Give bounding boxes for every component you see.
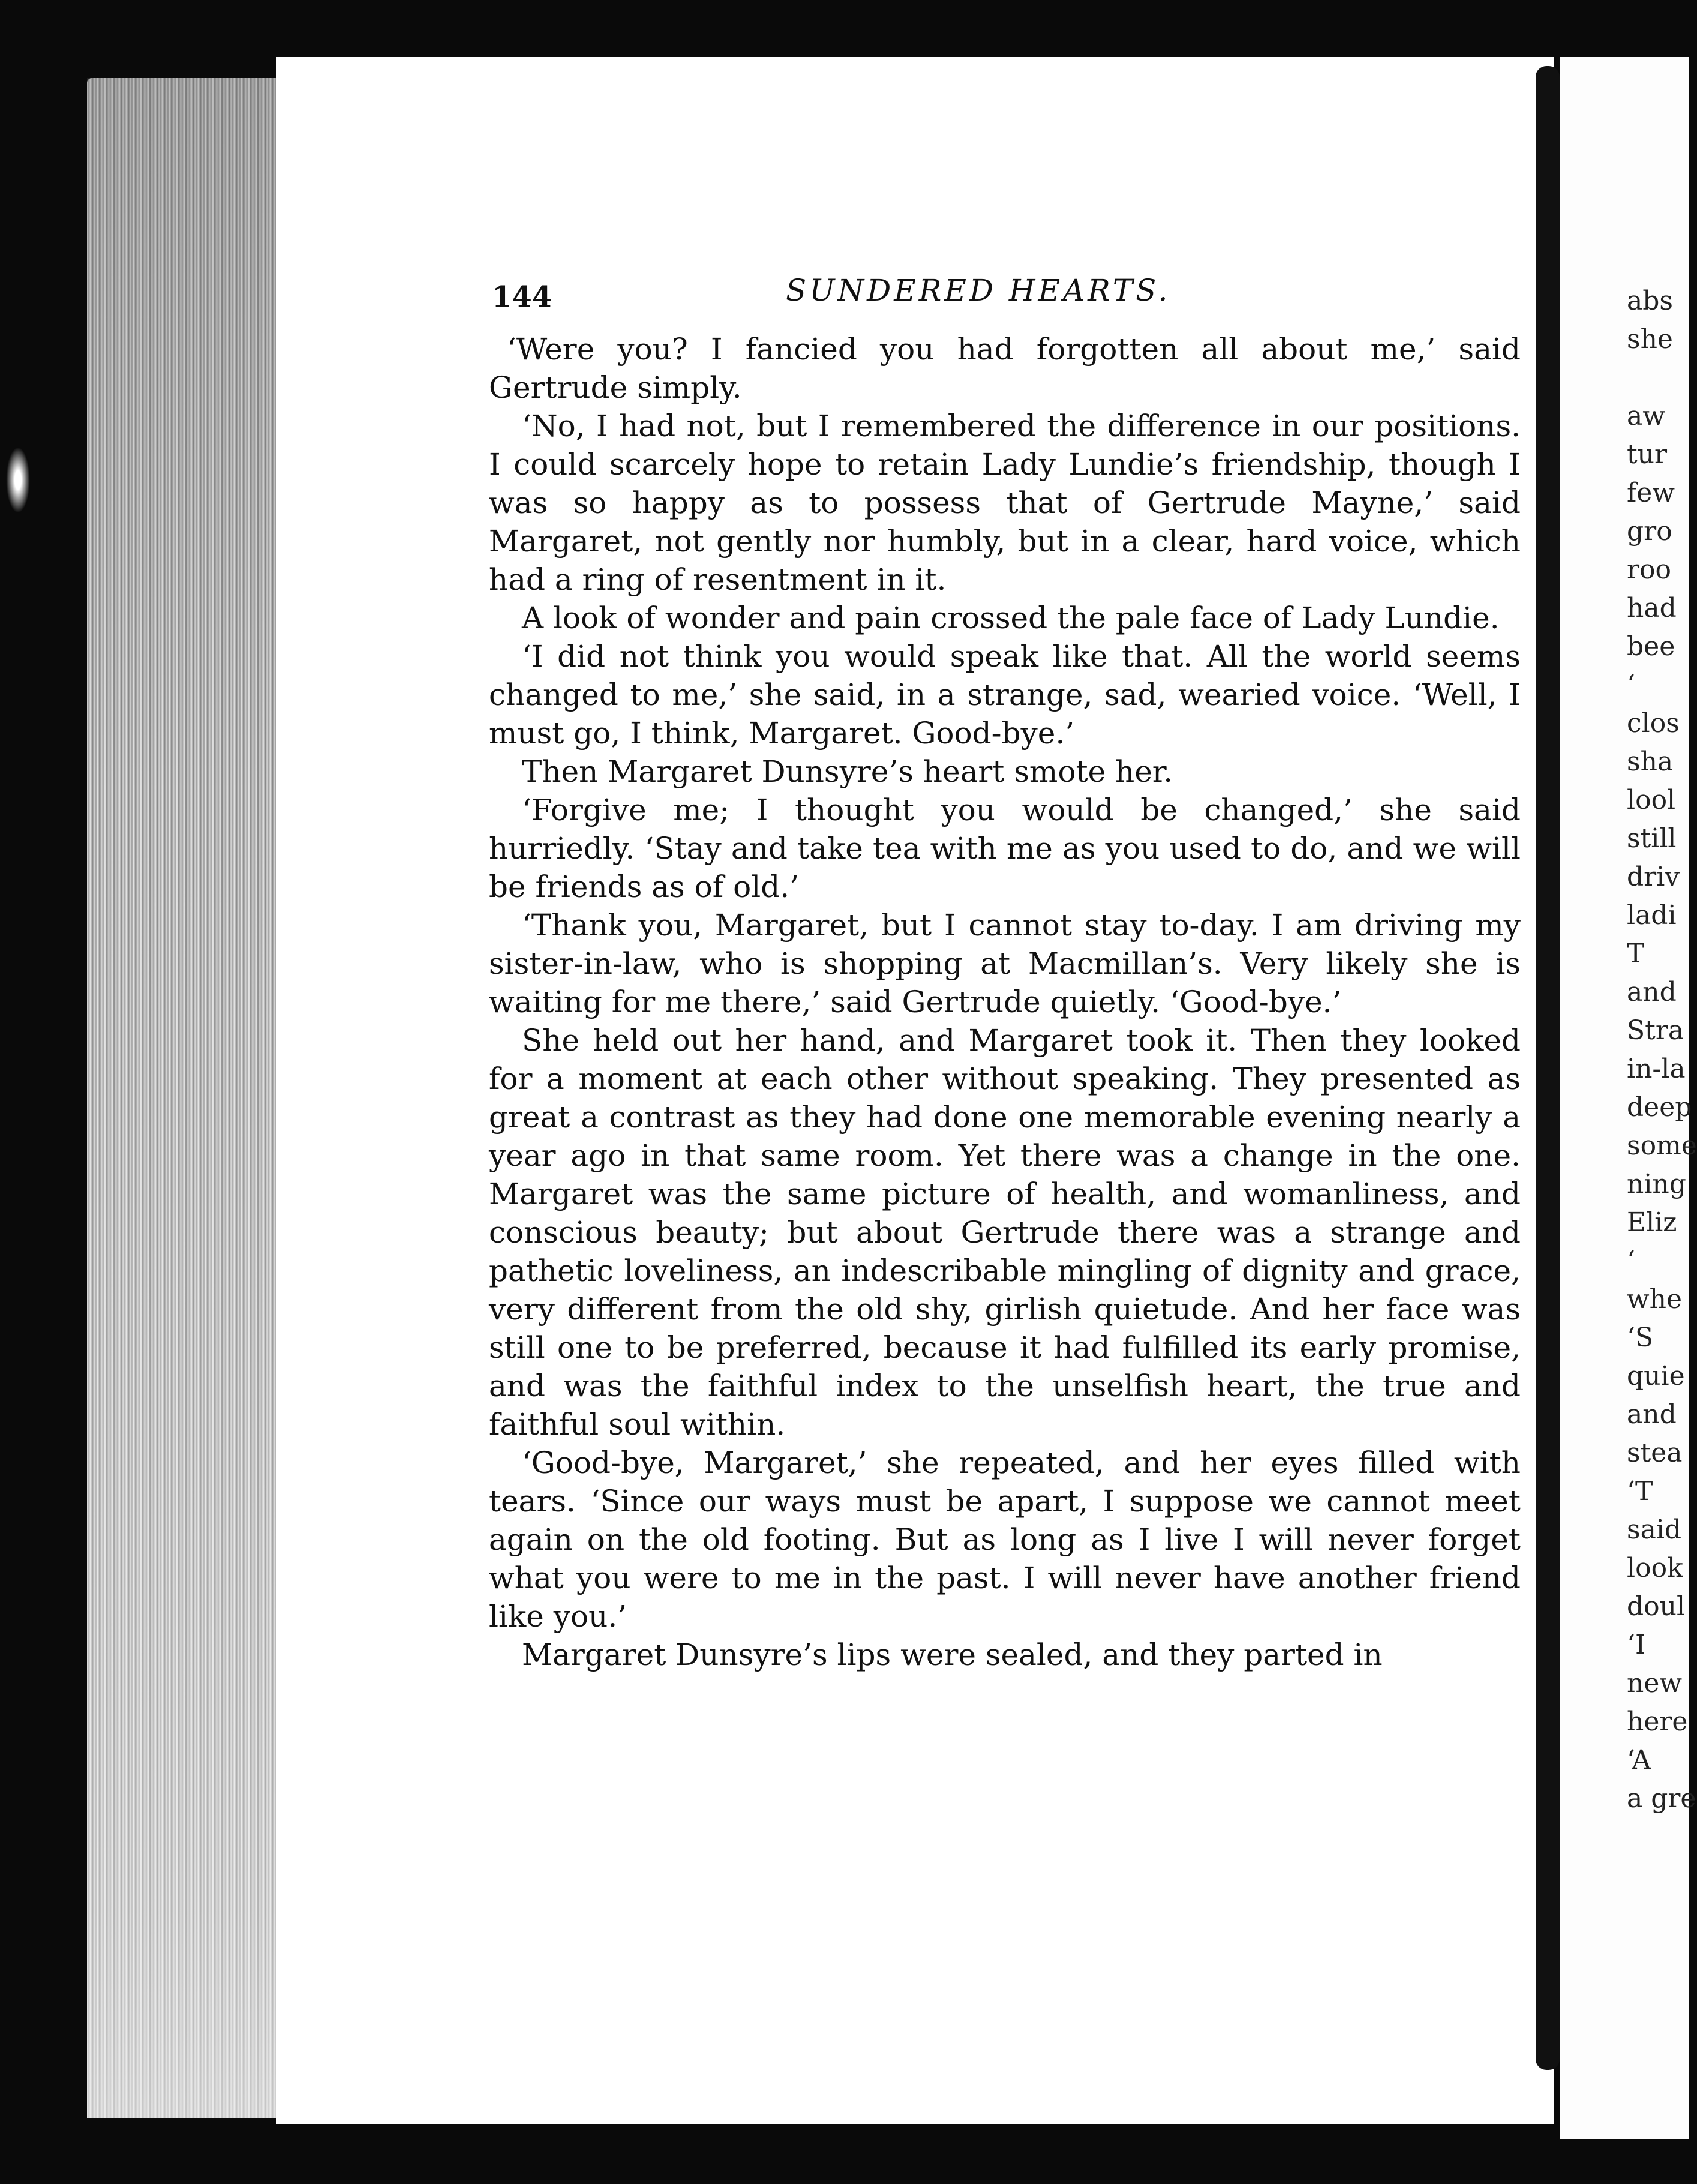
paragraph: ‘Thank you, Margaret, but I cannot stay to-day. I am driving my sister-in-law, who is shopping at Macmillan’s. Very likely she is waiting for me there,’ said Gertrude quietly. ‘Good-bye.’	[489, 908, 1521, 1019]
facing-page-line: tur	[1627, 439, 1668, 470]
facing-page-line: doul	[1627, 1591, 1686, 1622]
facing-page-line: clos	[1627, 708, 1680, 739]
facing-page-line: ‘T	[1627, 1476, 1653, 1507]
book-binding-gutter	[1536, 66, 1560, 2070]
facing-page-line: ladi	[1627, 900, 1677, 931]
page-edge-shading	[87, 78, 291, 2118]
facing-page-line: bee	[1627, 631, 1675, 662]
paragraph: Then Margaret Dunsyre’s heart smote her.	[522, 754, 1173, 789]
facing-page-line: few	[1627, 478, 1675, 508]
facing-page-line: quie	[1627, 1361, 1685, 1391]
smudge-mark	[6, 447, 30, 513]
facing-page-line: and	[1627, 977, 1677, 1007]
facing-page-line: some	[1627, 1130, 1697, 1161]
paragraph: ‘Forgive me; I thought you would be changed,’ she said hurriedly. ‘Stay and take tea with me as you used to do, and we will be friends as of old.’	[489, 793, 1521, 904]
facing-page-text-fragments	[1627, 282, 1697, 1818]
facing-page-line: ‘	[1627, 670, 1635, 700]
facing-page-line: Eliz	[1627, 1207, 1677, 1238]
paragraph: A look of wonder and pain crossed the pale face of Lady Lundie.	[522, 601, 1500, 635]
facing-page-line	[1627, 359, 1689, 397]
body-text	[489, 330, 1521, 1674]
paragraph: ‘Good-bye, Margaret,’ she repeated, and her eyes filled with tears. ‘Since our ways must be apart, I suppose we cannot meet again on the old footing. But as long as I live I will never forget what you were to me in the past. I will never have another friend like you.’	[489, 1445, 1521, 1634]
facing-page-line: sha	[1627, 746, 1674, 777]
facing-page-line: T	[1627, 938, 1645, 969]
facing-page-line: a gre	[1627, 1783, 1696, 1814]
facing-page-line: ‘I	[1627, 1630, 1646, 1660]
page-number: 144	[492, 280, 552, 314]
paragraph: She held out her hand, and Margaret took it. Then they looked for a moment at each other without speaking. They presented as great a contrast as they had done one memorable evening nearly a year ago in that same room. Yet there was a change in the one. Margaret was the same picture of health, and womanliness, and conscious beauty; but about Gertrude there was a strange and pathetic loveliness, an indescribable mingling of dignity and grace, very different from the old shy, girlish quietude. And her face was still one to be preferred, because it had fulfilled its early promise, and was the faithful index to the unselfish heart, the true and faithful soul within.	[489, 1023, 1521, 1442]
facing-page-line: had	[1627, 593, 1677, 623]
facing-page-line: ‘	[1627, 1246, 1635, 1276]
facing-page-line: deep	[1627, 1092, 1692, 1123]
facing-page-line: Stra	[1627, 1015, 1684, 1046]
facing-page-line: here	[1627, 1706, 1688, 1737]
facing-page-line: abs	[1627, 286, 1673, 316]
facing-page-line: ‘S	[1627, 1322, 1654, 1353]
paragraph: ‘I did not think you would speak like that. All the world seems changed to me,’ she said, in a strange, sad, wearied voice. ‘Well, I must go, I think, Margaret. Good-bye.’	[489, 639, 1521, 751]
facing-page-line: in-la	[1627, 1054, 1686, 1084]
running-head	[276, 271, 1554, 319]
facing-page-line: roo	[1627, 554, 1672, 585]
facing-page-line: lool	[1627, 785, 1676, 815]
paragraph: ‘Were you? I fancied you had forgotten all about me,’ said Gertrude simply.	[489, 332, 1521, 405]
facing-page-line: gro	[1627, 516, 1672, 547]
facing-page-line: still	[1627, 823, 1677, 854]
facing-page-line: aw	[1627, 401, 1665, 431]
paragraph: ‘No, I had not, but I remembered the difference in our positions. I could scarcely hope to retain Lady Lundie’s friendship, though I was so happy as to possess that of Gertrude Mayne,’ said Margaret, not gently nor humbly, but in a clear, hard voice, which had a ring of resentment in it.	[489, 409, 1521, 597]
facing-page-line: said	[1627, 1514, 1682, 1545]
running-title: SUNDERED HEARTS.	[786, 273, 1171, 308]
facing-page-line: ning	[1627, 1169, 1686, 1199]
book-page	[276, 57, 1554, 2124]
facing-page-line: and	[1627, 1399, 1677, 1430]
facing-page-line: whe	[1627, 1284, 1683, 1315]
facing-page-line: new	[1627, 1668, 1683, 1699]
facing-page-line: ‘A	[1627, 1745, 1651, 1775]
facing-page-line: look	[1627, 1553, 1683, 1583]
facing-page-line: she	[1627, 324, 1673, 355]
facing-page-line: stea	[1627, 1438, 1683, 1468]
facing-page-line: driv	[1627, 862, 1680, 892]
paragraph: Margaret Dunsyre’s lips were sealed, and they parted in	[522, 1637, 1383, 1672]
